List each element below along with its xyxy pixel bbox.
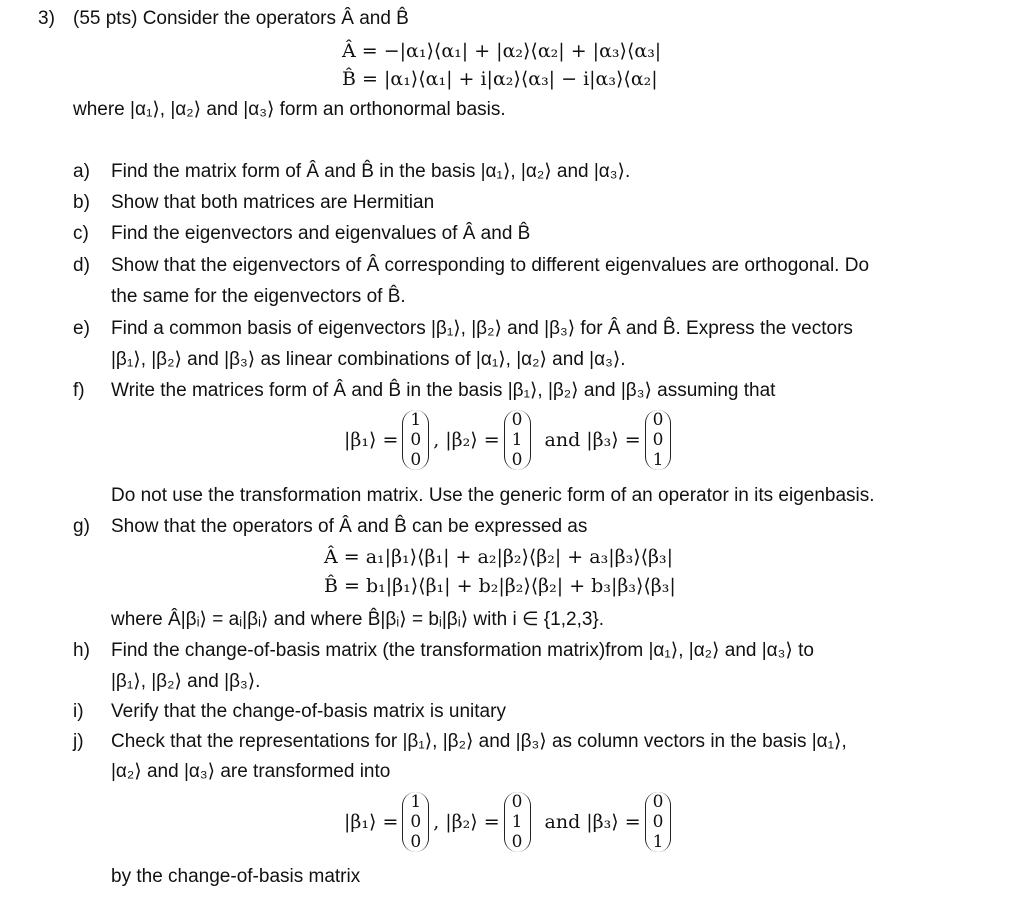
problem-number: 3): [38, 8, 55, 29]
operator-a-eigen-expansion: Â = a₁|β₁⟩⟨β₁| + a₂|β₂⟩⟨β₂| + a₃|β₃⟩⟨β₃|: [324, 546, 674, 568]
part-e-text-line1: Find a common basis of eigenvectors |β₁⟩, |β₂⟩ and |β₃⟩ for Â and B̂. Express the vectors: [111, 318, 853, 339]
beta3-entry-3: 1: [652, 450, 664, 470]
basis-column-vectors-j: [344, 792, 675, 852]
beta2-column-vector: [504, 792, 531, 852]
beta2-entry-1: 0: [511, 792, 523, 812]
part-d-text-line2: the same for the eigenvectors of B̂.: [111, 286, 406, 307]
part-f-text-line1: Write the matrices form of Â and B̂ in the basis |β₁⟩, |β₂⟩ and |β₃⟩ assuming that: [111, 380, 776, 401]
beta3-label: and |β₃⟩ =: [544, 811, 641, 833]
beta3-column-vector: [645, 792, 672, 852]
part-j-footer: by the change-of-basis matrix: [111, 866, 361, 887]
beta3-column-vector: [645, 410, 672, 470]
part-j-text-line1: Check that the representations for |β₁⟩, |β₂⟩ and |β₃⟩ as column vectors in the basis |α₁⟩,: [111, 731, 847, 752]
part-g-text-line1: Show that the operators of Â and B̂ can be expressed as: [111, 516, 588, 537]
part-h-label: h): [73, 640, 90, 661]
part-b-text: Show that both matrices are Hermitian: [111, 192, 435, 213]
part-b-label: b): [73, 192, 90, 213]
part-g-where: where Â|βᵢ⟩ = aᵢ|βᵢ⟩ and where B̂|βᵢ⟩ = bᵢ|βᵢ⟩ with i ∈ {1,2,3}.: [111, 609, 605, 630]
part-f-label: f): [73, 380, 85, 401]
beta1-column-vector: [402, 792, 429, 852]
beta2-entry-3: 0: [511, 450, 523, 470]
part-h-text-line1: Find the change-of-basis matrix (the transformation matrix)from |α₁⟩, |α₂⟩ and |α₃⟩ to: [111, 640, 814, 661]
beta2-label: , |β₂⟩ =: [433, 429, 500, 451]
basis-note: where |α₁⟩, |α₂⟩ and |α₃⟩ form an orthonormal basis.: [73, 99, 506, 120]
part-h-text-line2: |β₁⟩, |β₂⟩ and |β₃⟩.: [111, 671, 261, 692]
part-c-label: c): [73, 223, 89, 244]
operator-a-definition: Â = −|α₁⟩⟨α₁| + |α₂⟩⟨α₂| + |α₃⟩⟨α₃|: [342, 40, 662, 62]
beta2-entry-2: 1: [511, 430, 523, 450]
beta2-entry-3: 0: [511, 832, 523, 852]
beta1-entry-3: 0: [410, 832, 422, 852]
operator-b-definition: B̂ = |α₁⟩⟨α₁| + i|α₂⟩⟨α₃| − i|α₃⟩⟨α₂|: [342, 68, 658, 90]
part-e-text-line2: |β₁⟩, |β₂⟩ and |β₃⟩ as linear combinations of |α₁⟩, |α₂⟩ and |α₃⟩.: [111, 349, 626, 370]
beta3-entry-3: 1: [652, 832, 664, 852]
beta1-entry-2: 0: [410, 812, 422, 832]
beta3-entry-2: 0: [652, 812, 664, 832]
beta2-entry-2: 1: [511, 812, 523, 832]
beta1-label: |β₁⟩ =: [344, 811, 399, 833]
part-j-text-line2: |α₂⟩ and |α₃⟩ are transformed into: [111, 761, 391, 782]
part-g-label: g): [73, 516, 90, 537]
beta1-entry-2: 0: [410, 430, 422, 450]
beta3-entry-1: 0: [652, 410, 664, 430]
beta1-entry-1: 1: [410, 410, 422, 430]
beta1-label: |β₁⟩ =: [344, 429, 399, 451]
part-i-label: i): [73, 701, 84, 722]
beta2-entry-1: 0: [511, 410, 523, 430]
beta3-label: and |β₃⟩ =: [544, 429, 641, 451]
part-e-label: e): [73, 318, 90, 339]
beta3-entry-1: 0: [652, 792, 664, 812]
problem-header: (55 pts) Consider the operators Â and B̂: [73, 8, 409, 29]
part-j-label: j): [73, 731, 84, 752]
basis-column-vectors-f: [344, 410, 675, 470]
part-a-label: a): [73, 161, 90, 182]
part-c-text: Find the eigenvectors and eigenvalues of Â and B̂: [111, 223, 531, 244]
beta2-column-vector: [504, 410, 531, 470]
beta2-label: , |β₂⟩ =: [433, 811, 500, 833]
beta3-entry-2: 0: [652, 430, 664, 450]
part-a-text: Find the matrix form of Â and B̂ in the basis |α₁⟩, |α₂⟩ and |α₃⟩.: [111, 161, 631, 182]
beta1-entry-3: 0: [410, 450, 422, 470]
beta1-entry-1: 1: [410, 792, 422, 812]
part-i-text: Verify that the change-of-basis matrix is unitary: [111, 701, 506, 722]
part-d-text-line1: Show that the eigenvectors of Â corresponding to different eigenvalues are orthogonal. Do: [111, 255, 870, 276]
beta1-column-vector: [402, 410, 429, 470]
part-f-note: Do not use the transformation matrix. Use the generic form of an operator in its eigenbasis.: [111, 485, 875, 506]
operator-b-eigen-expansion: B̂ = b₁|β₁⟩⟨β₁| + b₂|β₂⟩⟨β₂| + b₃|β₃⟩⟨β₃|: [324, 575, 676, 597]
part-d-label: d): [73, 255, 90, 276]
